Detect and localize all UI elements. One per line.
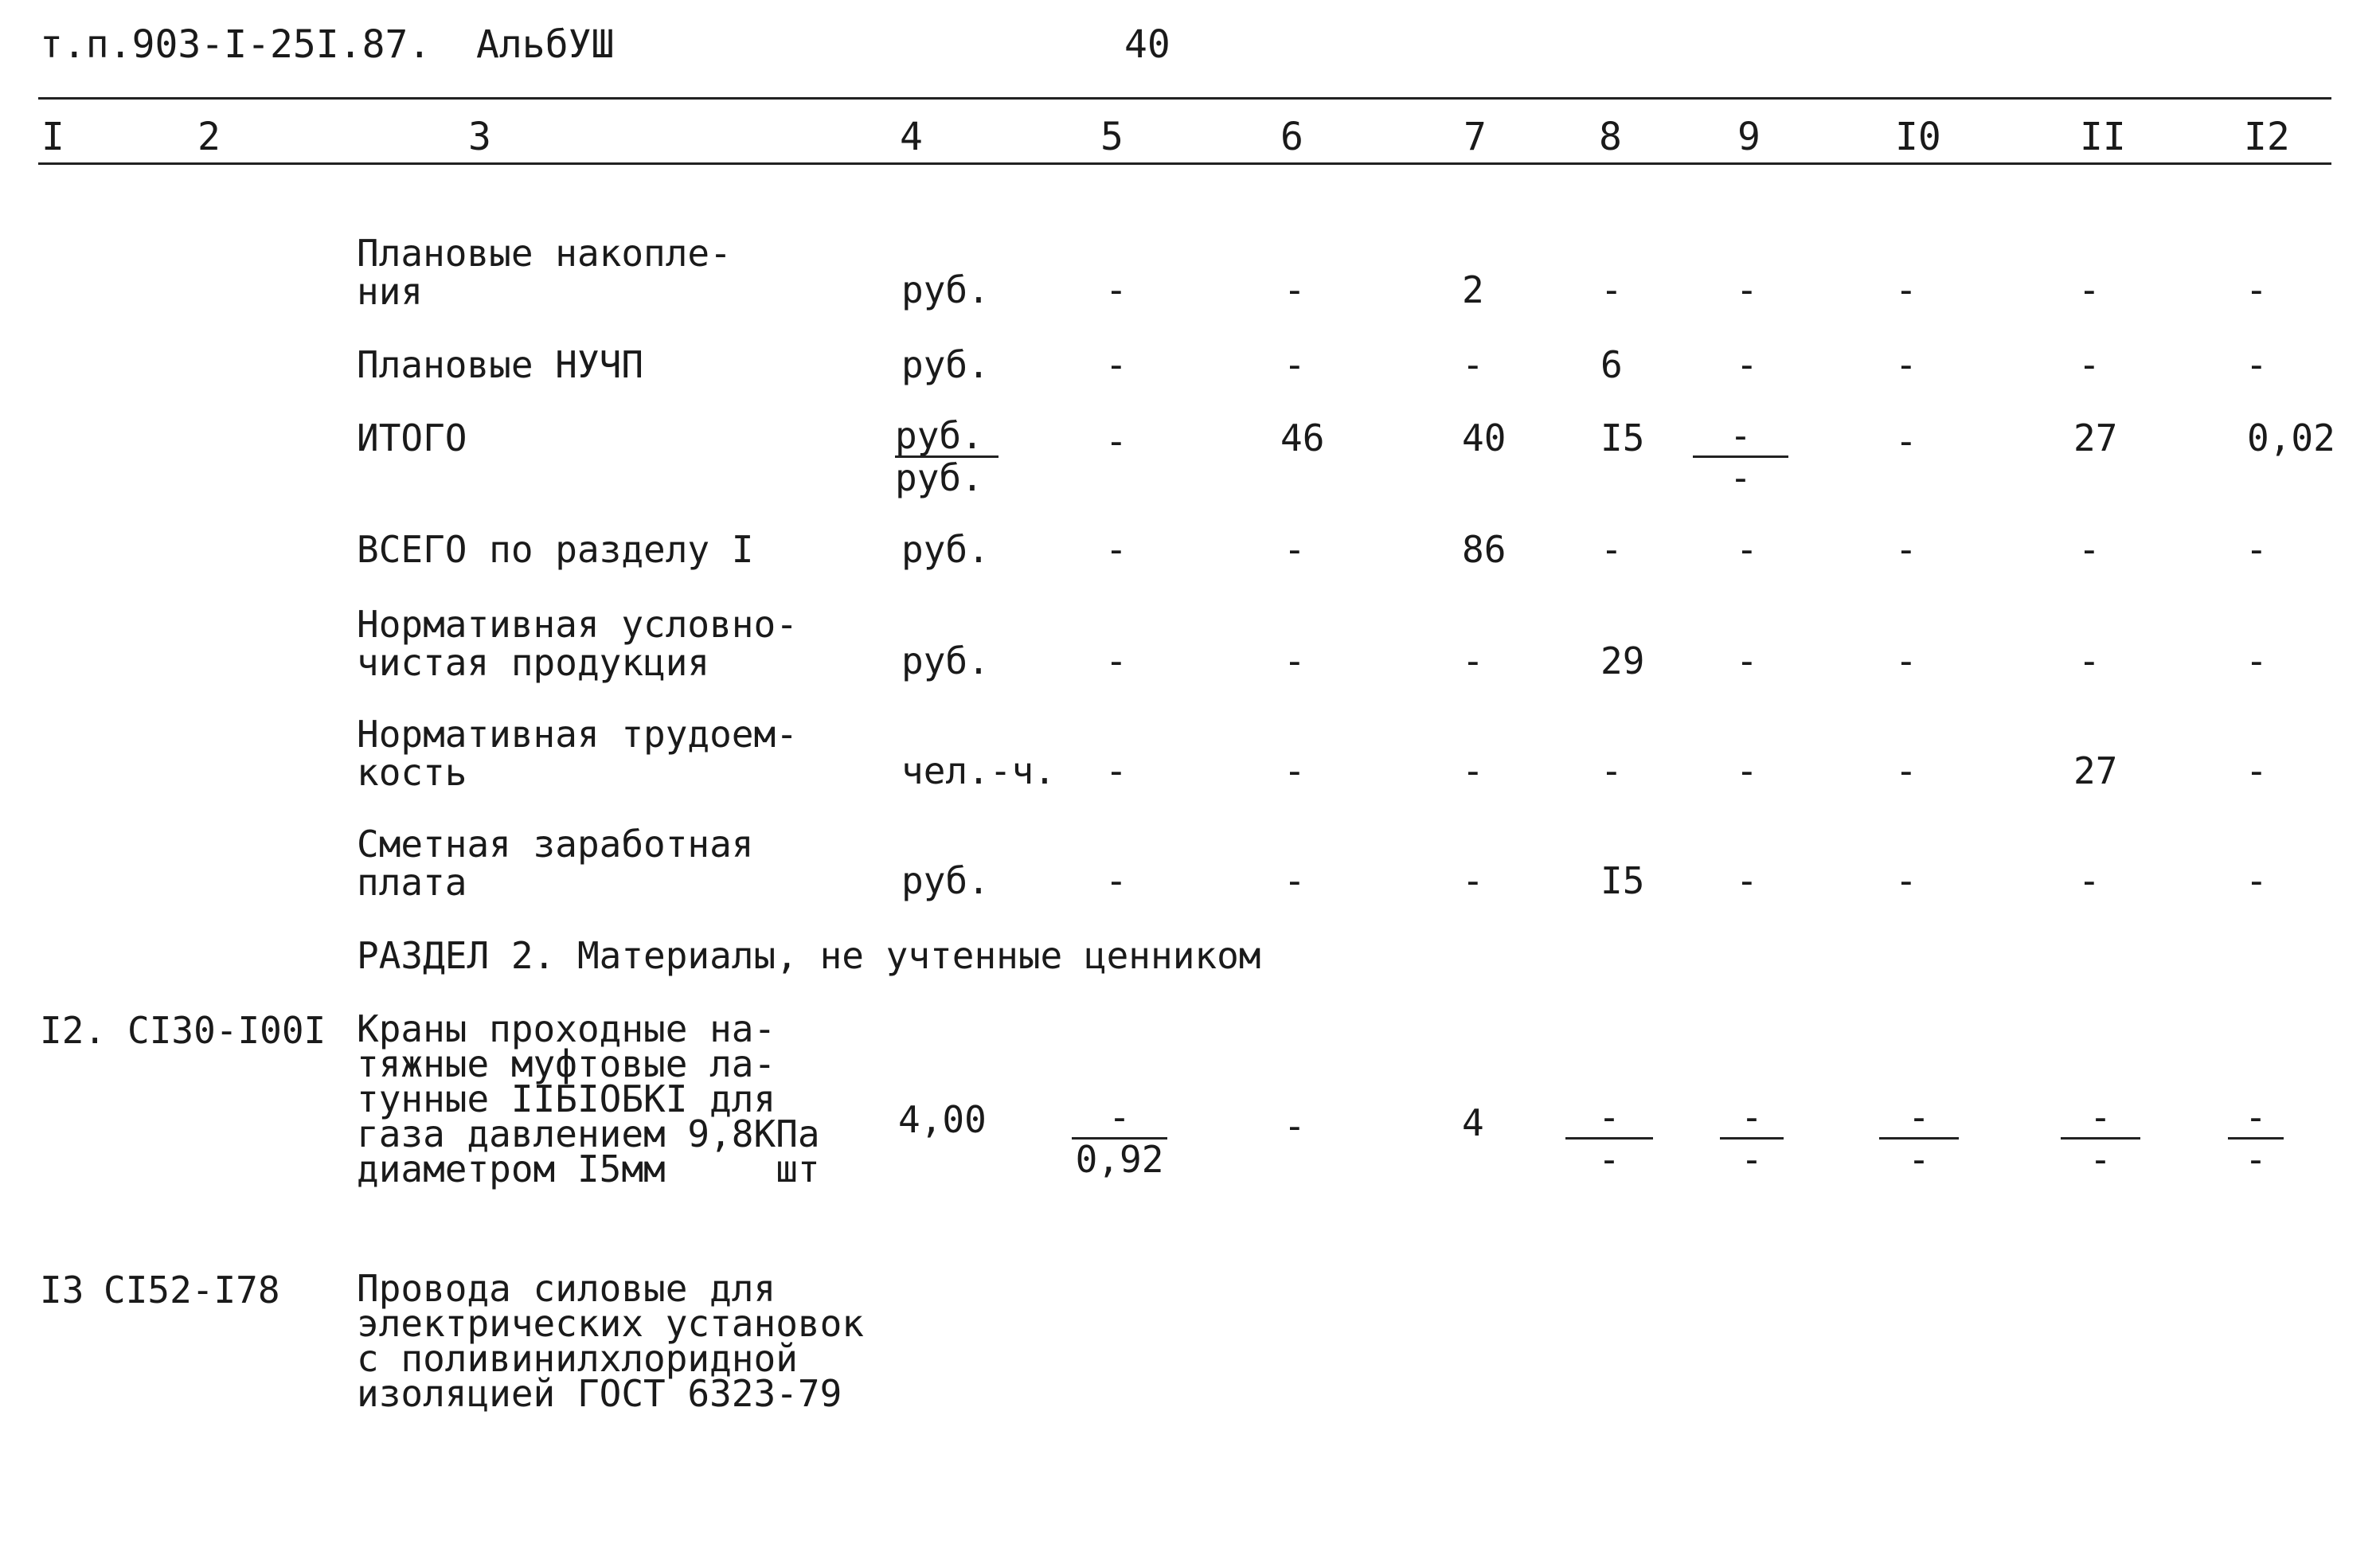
cell-c6: - <box>1284 528 1306 571</box>
cell-c5: - <box>1105 859 1127 902</box>
header-rule-top <box>38 97 2331 100</box>
cell-c9-fraction <box>1693 414 1788 499</box>
cell-c5: - <box>1105 343 1127 386</box>
cell-c7: 40 <box>1462 416 1507 459</box>
fraction-top: - <box>1598 1096 1620 1139</box>
cell-c11: 27 <box>2073 749 2118 792</box>
item-12-c8-fraction <box>1565 1096 1653 1181</box>
cell-c7: - <box>1462 859 1484 902</box>
fraction-bottom: - <box>1598 1138 1620 1181</box>
item-13-number: I3 <box>40 1269 84 1312</box>
cell-c9: - <box>1736 639 1758 682</box>
col-header-1: I <box>41 115 64 159</box>
fraction-bottom: - <box>1908 1138 1930 1181</box>
col-header-2: 2 <box>197 115 221 159</box>
item-12-code: CI30-I00I <box>127 1009 326 1052</box>
cell-c6: - <box>1284 859 1306 902</box>
item-12-c5-fraction <box>1072 1096 1167 1181</box>
row-unit: руб. <box>901 268 990 311</box>
doc-reference: т.п.903-I-25I.87. <box>40 22 432 67</box>
cell-c5: - <box>1105 268 1127 311</box>
cell-c11: - <box>2078 639 2101 682</box>
cell-c6: - <box>1284 343 1306 386</box>
col-header-7: 7 <box>1464 115 1487 159</box>
cell-c10: - <box>1895 749 1917 792</box>
col-header-4: 4 <box>900 115 923 159</box>
row-name: ИТОГО <box>357 416 467 459</box>
cell-c7: - <box>1462 639 1484 682</box>
row-name: Нормативная условно- чистая продукция <box>357 603 798 684</box>
col-header-11: II <box>2080 115 2126 159</box>
fraction-top: - <box>2245 1096 2267 1139</box>
item-13-code: CI52-I78 <box>104 1269 280 1312</box>
cell-c11: - <box>2078 343 2101 386</box>
item-12-c10-fraction <box>1879 1096 1959 1181</box>
cell-c5: - <box>1105 639 1127 682</box>
item-12-c7: 4 <box>1462 1101 1484 1144</box>
row-name: Нормативная трудоем- кость <box>357 713 798 794</box>
col-header-10: I0 <box>1895 115 1941 159</box>
fraction-bottom: - <box>1741 1138 1763 1181</box>
cell-c10: - <box>1895 528 1917 571</box>
row-unit: руб. <box>901 859 990 902</box>
cell-c5: - <box>1105 749 1127 792</box>
item-12-number: I2. <box>40 1009 107 1052</box>
cell-c8: I5 <box>1600 416 1645 459</box>
unit-fraction-top: руб. <box>895 414 983 457</box>
cell-c8: - <box>1600 528 1623 571</box>
cell-c12: - <box>2245 859 2268 902</box>
cell-c6: - <box>1284 268 1306 311</box>
cell-c12: - <box>2245 639 2268 682</box>
item-12-qty: 4,00 <box>898 1098 987 1141</box>
cell-c10: - <box>1895 343 1917 386</box>
cell-c9: - <box>1736 343 1758 386</box>
unit-fraction-bottom: руб. <box>895 456 983 499</box>
col-header-5: 5 <box>1100 115 1124 159</box>
col-header-12: I2 <box>2244 115 2290 159</box>
cell-c9: - <box>1736 268 1758 311</box>
cell-c11: - <box>2078 859 2101 902</box>
item-12-c12-fraction <box>2228 1096 2284 1181</box>
row-name: Сметная заработная плата <box>357 823 754 904</box>
row-unit: руб. <box>901 528 990 571</box>
fraction-bottom: - <box>1729 456 1752 499</box>
item-12-name: Краны проходные на- тяжные муфтовые ла- тунные IIБIОБКI для газа давлением 9,8КПа диаметром I5мм шт <box>357 1007 820 1190</box>
col-header-3: 3 <box>468 115 491 159</box>
cell-c10: - <box>1895 268 1917 311</box>
row-unit: руб. <box>901 639 990 682</box>
fraction-bottom: 0,92 <box>1075 1138 1164 1181</box>
fraction-bottom: - <box>2089 1138 2112 1181</box>
fraction-top: - <box>1908 1096 1930 1139</box>
col-header-8: 8 <box>1599 115 1622 159</box>
fraction-top: - <box>1108 1096 1131 1139</box>
cell-c12: - <box>2245 749 2268 792</box>
album-label: АльбУШ <box>476 22 615 67</box>
row-name: Плановые НУЧП <box>357 343 644 386</box>
row-unit: руб. <box>901 343 990 386</box>
row-unit: чел.-ч. <box>901 749 1056 792</box>
fraction-bottom: - <box>2245 1138 2267 1181</box>
row-name: Плановые накопле- ния <box>357 232 732 313</box>
cell-c8: 6 <box>1600 343 1623 386</box>
item-12-c6: - <box>1284 1104 1306 1147</box>
cell-c11: - <box>2078 268 2101 311</box>
cell-c9: - <box>1736 859 1758 902</box>
cell-c7: 2 <box>1462 268 1484 311</box>
cell-c6: - <box>1284 639 1306 682</box>
item-12-c11-fraction <box>2061 1096 2140 1181</box>
cell-c5: - <box>1105 420 1127 463</box>
cell-c10: - <box>1895 859 1917 902</box>
cell-c7: - <box>1462 749 1484 792</box>
cell-c12: - <box>2245 528 2268 571</box>
section-2-title: РАЗДЕЛ 2. Материалы, не учтенные ценником <box>357 934 1261 977</box>
cell-c5: - <box>1105 528 1127 571</box>
fraction-top: - <box>1729 414 1752 457</box>
cell-c10: - <box>1895 639 1917 682</box>
cell-c6: - <box>1284 749 1306 792</box>
col-header-6: 6 <box>1280 115 1303 159</box>
item-12-c9-fraction <box>1720 1096 1784 1181</box>
cell-c6: 46 <box>1280 416 1325 459</box>
row-name: ВСЕГО по разделу I <box>357 528 754 571</box>
cell-c12: - <box>2245 268 2268 311</box>
col-header-9: 9 <box>1737 115 1761 159</box>
cell-c9: - <box>1736 749 1758 792</box>
unit-fraction <box>895 414 999 499</box>
fraction-top: - <box>1741 1096 1763 1139</box>
cell-c10: - <box>1895 420 1917 463</box>
cell-c9: - <box>1736 528 1758 571</box>
cell-c8: 29 <box>1600 639 1645 682</box>
cell-c8: I5 <box>1600 859 1645 902</box>
cell-c8: - <box>1600 268 1623 311</box>
cell-c8: - <box>1600 749 1623 792</box>
cell-c7: 86 <box>1462 528 1507 571</box>
cell-c11: - <box>2078 528 2101 571</box>
item-13-name: Провода силовые для электрических установок с поливинилхлоридной изоляцией ГОСТ 6323-79 <box>357 1267 864 1415</box>
page-number: 40 <box>1124 22 1170 67</box>
header-rule-bottom <box>38 162 2331 165</box>
fraction-top: - <box>2089 1096 2112 1139</box>
cell-c12: 0,02 <box>2247 416 2335 459</box>
cell-c7: - <box>1462 343 1484 386</box>
cell-c11: 27 <box>2073 416 2118 459</box>
cell-c12: - <box>2245 343 2268 386</box>
